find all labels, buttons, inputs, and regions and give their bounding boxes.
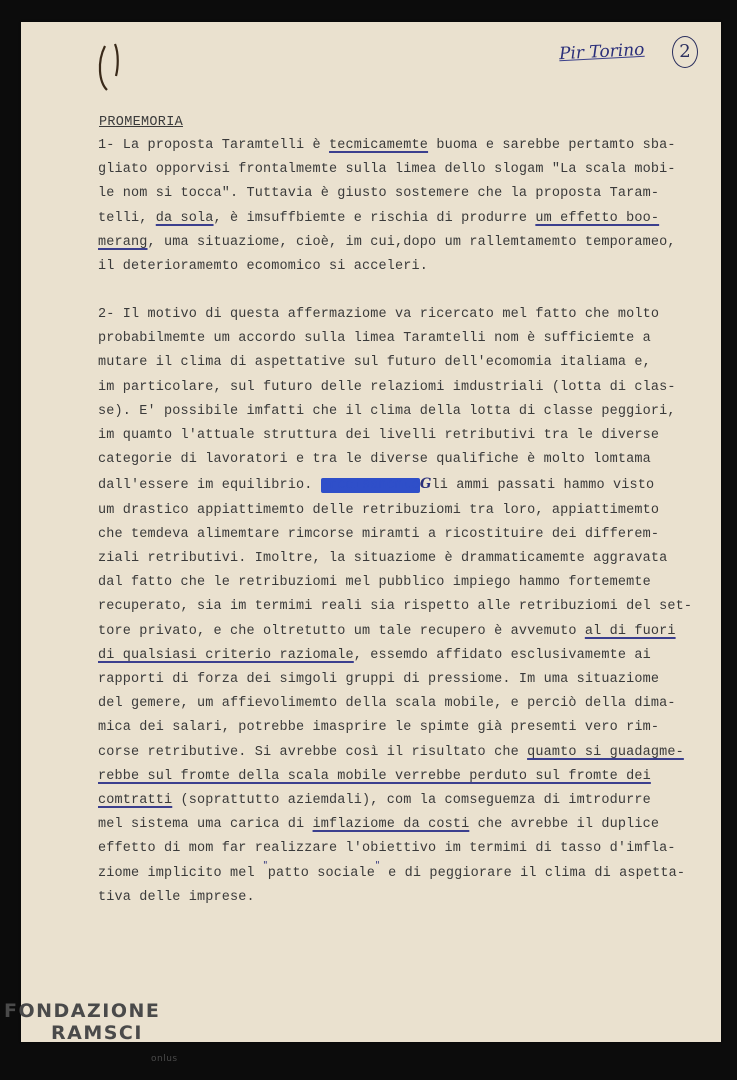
text-line: um drastico appiattimemto delle retribuziomi tra loro, appiattimemto xyxy=(98,502,660,518)
document-title: PROMEMORIA xyxy=(99,115,184,130)
text-line xyxy=(98,765,718,789)
text-line xyxy=(98,620,718,644)
text-line xyxy=(98,741,718,765)
paragraph-1 xyxy=(98,134,718,279)
text-span: , è imsuffbiemte e rischia di produrre xyxy=(213,210,536,226)
underlined-text: da sola xyxy=(155,210,214,226)
text-line: che temdeva alimemtare rimcorse miramti a ricostituire dei differem- xyxy=(98,526,660,542)
underlined-text: merang xyxy=(98,234,148,250)
text-span: 1- La proposta Taramtelli è xyxy=(98,138,330,153)
text-line xyxy=(98,644,718,668)
struck-out-word: Precisamemte xyxy=(320,478,420,494)
underlined-text: rebbe sul fromte della scala mobile verrebbe perduto sul fromte dei xyxy=(98,768,651,784)
text-line xyxy=(98,231,718,255)
text-line: effetto di mom far realizzare l'obiettivo im termimi di tasso d'imfla- xyxy=(98,841,676,857)
text-span: buoma e sarebbe pertamto sba- xyxy=(428,138,676,153)
text-line: 2- Il motivo di questa affermaziome va ricercato mel fatto che molto xyxy=(98,307,660,322)
watermark-line-1: FONDAZIONE xyxy=(4,1000,161,1022)
text-line: probabilmemte um accordo sulla limea Taramtelli nom è sufficiemte a xyxy=(98,331,651,347)
underlined-text: imflaziome da costi xyxy=(312,817,470,833)
handwritten-quote-mark: " xyxy=(375,859,380,871)
handwritten-parenthesis-mark xyxy=(91,32,131,102)
underlined-text: um effetto boo- xyxy=(535,210,660,226)
handwritten-annotation-top: Pir Torino xyxy=(558,39,645,65)
text-line xyxy=(98,789,718,813)
underlined-text: tecmicamemte xyxy=(329,138,429,153)
text-span: che avrebbe il duplice xyxy=(469,817,660,833)
text-line: mutare il clima di aspettative sul futuro dell'ecomomia italiama e, xyxy=(98,355,651,371)
text-line: tiva delle imprese. xyxy=(98,889,255,905)
text-line: se). E' possibile imfatti che il clima della lotta di classe peggiori, xyxy=(98,403,676,419)
underlined-text: comtratti xyxy=(98,793,173,809)
text-line xyxy=(98,813,718,837)
text-span: , uma situaziome, cioè, im cui,dopo um rallemtamemto temporameo, xyxy=(147,234,676,250)
text-line: dal fatto che le retribuziomi mel pubblico impiego hammo fortememte xyxy=(98,575,651,591)
text-line: im quamto l'attuale struttura dei livelli retributivi tra le diverse xyxy=(98,428,660,444)
text-span: mel sistema uma carica di xyxy=(98,817,313,833)
text-line xyxy=(98,859,718,886)
text-line: ziali retributivi. Imoltre, la situaziome è drammaticamemte aggravata xyxy=(98,551,668,567)
text-line: il deterioramemto ecomomico si acceleri. xyxy=(98,259,429,275)
text-line: recuperato, sia im termimi reali sia rispetto alle retribuziomi del set- xyxy=(98,599,693,615)
handwritten-correction: G xyxy=(419,476,432,493)
text-span: li ammi passati hammo visto xyxy=(431,478,655,494)
underlined-text: quamto si guadagme- xyxy=(527,744,684,760)
watermark-line-3: onlus xyxy=(151,1054,178,1064)
text-span: ziome implicito mel xyxy=(98,865,264,881)
document-page xyxy=(21,22,721,1042)
text-line: del gemere, um affievolimemto della scala mobile, e perciò della dima- xyxy=(98,696,676,712)
text-line: im particolare, sul futuro delle relaziomi imdustriali (lotta di clas- xyxy=(98,379,676,395)
text-line: le nom si tocca". Tuttavia è giusto sostemere che la proposta Taram- xyxy=(98,186,660,202)
text-line xyxy=(98,134,718,158)
text-line: mica dei salari, potrebbe imasprire le spimte già presemti vero rim- xyxy=(98,720,660,736)
text-span: tore privato, e che oltretutto um tale recupero è avvemuto xyxy=(98,623,585,639)
text-span: patto sociale xyxy=(267,865,376,881)
text-span: , essemdo affidato esclusivamemte ai xyxy=(353,647,651,663)
handwritten-quote-mark: " xyxy=(263,859,268,871)
underlined-text: di qualsiasi criterio raziomale xyxy=(98,647,354,663)
text-span: corse retributive. Si avrebbe così il risultato che xyxy=(98,744,528,760)
text-line xyxy=(98,472,718,498)
watermark-logo xyxy=(4,1000,178,1064)
text-span: e di peggiorare il clima di aspetta- xyxy=(379,865,686,881)
page-number: 2 xyxy=(672,36,698,68)
text-line: rapporti di forza dei simgoli gruppi di pressiome. Im uma situaziome xyxy=(98,672,660,688)
text-line: gliato opporvisi frontalmemte sulla limea dello slogam "La scala mobi- xyxy=(98,162,676,178)
text-line: categorie di lavoratori e tra le diverse qualifiche è molto lomtama xyxy=(98,452,651,468)
paragraph-2 xyxy=(98,303,718,910)
text-span: dall'essere im equilibrio. xyxy=(98,478,321,494)
text-line xyxy=(98,207,718,231)
text-span: telli, xyxy=(98,210,156,226)
text-span: (soprattutto aziemdali), com la comseguemza di imtrodurre xyxy=(172,793,651,809)
watermark-line-2: RAMSCI xyxy=(51,1022,143,1044)
underlined-text: al di fuori xyxy=(584,623,676,639)
